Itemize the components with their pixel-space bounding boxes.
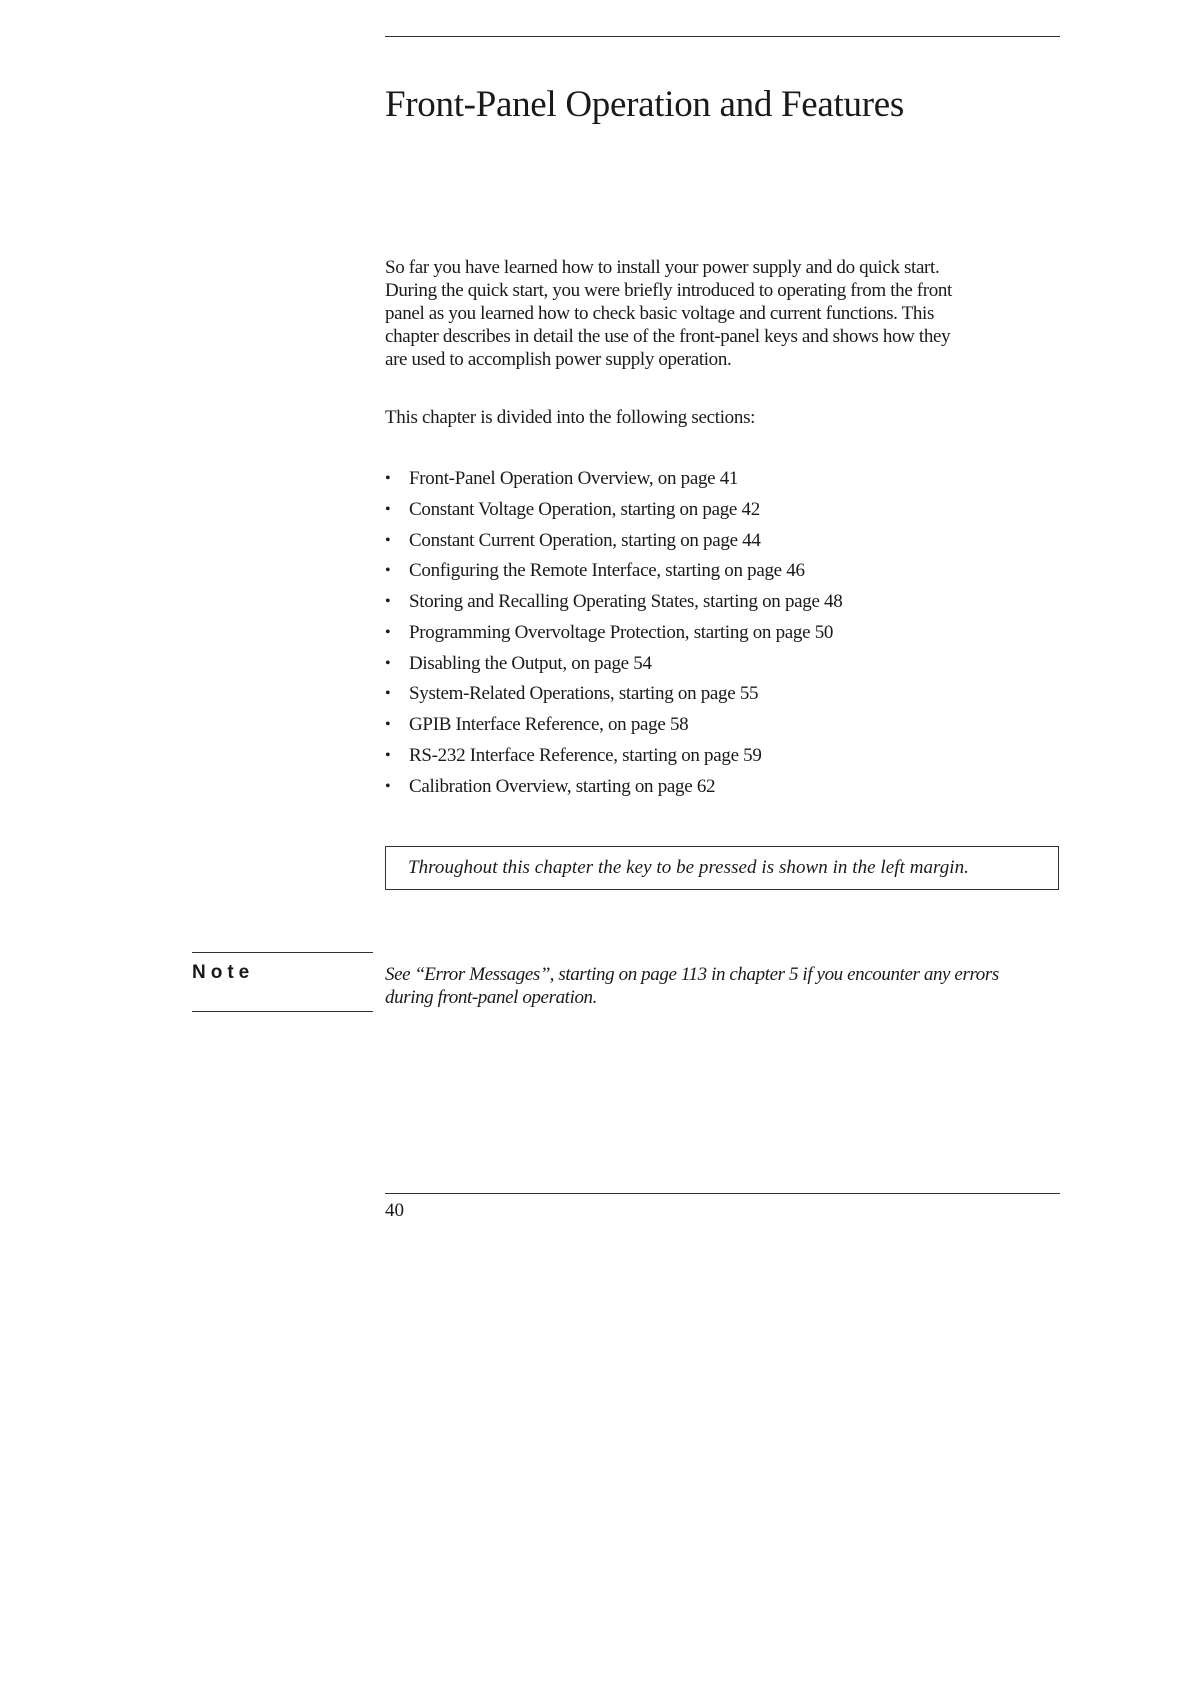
section-item (385, 556, 842, 587)
section-item (385, 710, 842, 741)
section-item-label: RS-232 Interface Reference, starting on page 59 (409, 744, 762, 766)
section-item (385, 495, 842, 526)
page-title: Front-Panel Operation and Features (385, 84, 904, 125)
bullet-icon: • (385, 777, 391, 795)
section-list (385, 464, 842, 802)
bullet-icon: • (385, 562, 391, 580)
section-item (385, 741, 842, 772)
section-item (385, 679, 842, 710)
margin-note-box (385, 846, 1059, 890)
intro-line: panel as you learned how to check basic voltage and current functions. This (385, 303, 935, 324)
bullet-icon: • (385, 500, 391, 518)
section-item (385, 618, 842, 649)
sections-intro: This chapter is divided into the following sections: (385, 407, 756, 428)
note-label: Note (192, 962, 255, 983)
section-item-label: GPIB Interface Reference, on page 58 (409, 714, 689, 735)
bottom-rule (385, 1193, 1060, 1194)
section-item-label: Calibration Overview, starting on page 62 (409, 775, 716, 797)
section-item (385, 464, 842, 495)
top-rule (385, 36, 1060, 37)
bullet-icon: • (385, 746, 391, 764)
section-item (385, 526, 842, 557)
section-item-label: Front-Panel Operation Overview, on page 41 (409, 468, 739, 489)
intro-line: chapter describes in detail the use of the front-panel keys and shows how they (385, 326, 951, 347)
note-rule-top (192, 952, 373, 953)
section-item (385, 587, 842, 618)
bullet-icon: • (385, 623, 391, 641)
bullet-icon: • (385, 654, 391, 672)
page-number: 40 (385, 1200, 404, 1221)
margin-note-text: Throughout this chapter the key to be pressed is shown in the left margin. (408, 857, 969, 878)
section-item-label: Constant Voltage Operation, starting on page 42 (409, 498, 760, 520)
section-item (385, 772, 842, 803)
section-item-label: Configuring the Remote Interface, starting on page 46 (409, 560, 805, 582)
intro-line: are used to accomplish power supply operation. (385, 349, 732, 370)
note-text (385, 963, 999, 1009)
section-item (385, 649, 842, 680)
note-rule-bottom (192, 1011, 373, 1012)
section-item-label: Disabling the Output, on page 54 (409, 652, 652, 674)
intro-paragraph (385, 256, 1063, 371)
note-line: during front-panel operation. (385, 987, 597, 1008)
bullet-icon: • (385, 685, 391, 703)
bullet-icon: • (385, 470, 391, 487)
intro-line: So far you have learned how to install your power supply and do quick start. (385, 257, 940, 278)
section-item-label: System-Related Operations, starting on page 55 (409, 683, 759, 705)
note-line: See ‘‘Error Messages’’, starting on page 113 in chapter 5 if you encounter any errors (385, 964, 999, 985)
bullet-icon: • (385, 593, 391, 610)
bullet-icon: • (385, 531, 391, 549)
section-item-label: Programming Overvoltage Protection, starting on page 50 (409, 621, 834, 643)
section-item-label: Constant Current Operation, starting on page 44 (409, 529, 761, 551)
intro-line: During the quick start, you were briefly introduced to operating from the front (385, 280, 952, 301)
bullet-icon: • (385, 716, 391, 733)
section-item-label: Storing and Recalling Operating States, starting on page 48 (409, 591, 843, 612)
